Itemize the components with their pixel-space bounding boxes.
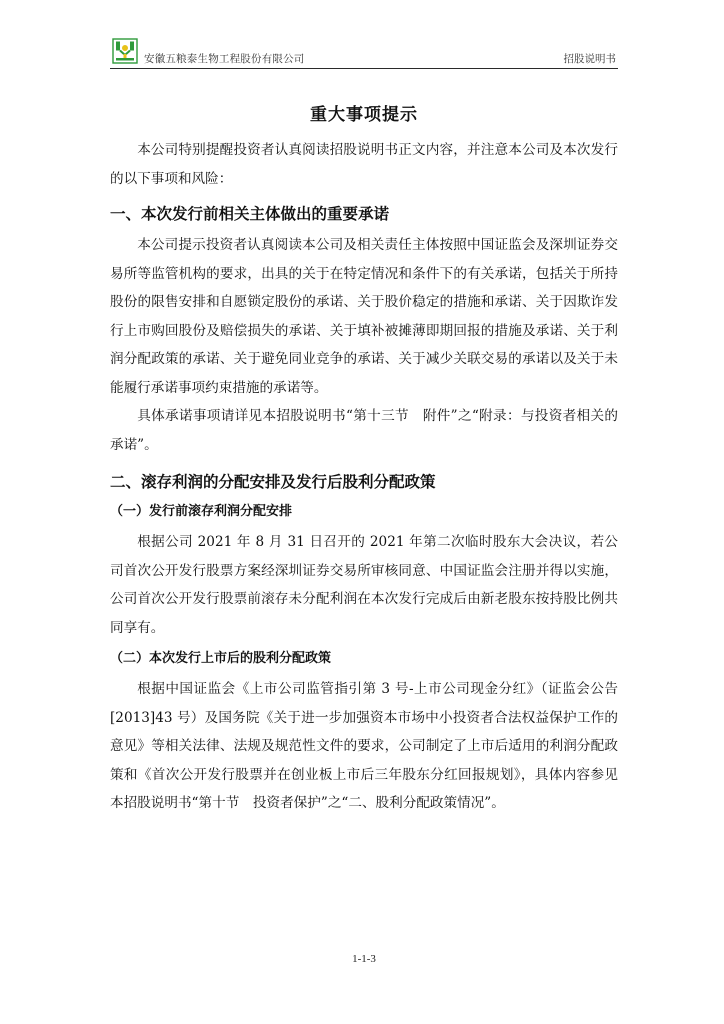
document-body	[110, 136, 618, 818]
document-type: 招股说明书	[563, 53, 616, 65]
company-logo-icon	[112, 38, 138, 64]
section-1-heading: 一、本次发行前相关主体做出的重要承诺	[110, 205, 390, 223]
section-1-paragraph-2: 具体承诺事项请详见本招股说明书“第十三节 附件”之“附录：与投资者相关的承诺”。	[110, 408, 618, 453]
section-1-paragraph-1: 本公司提示投资者认真阅读本公司及相关责任主体按照中国证监会及深圳证券交易所等监管机构的要求，出具的关于在特定情况和条件下的有关承诺，包括关于所持股份的限售安排和自愿锁定股份的承诺、关于股价稳定的措施和承诺、关于因欺诈发行上市购回股份及赔偿损失的承诺、关于填补被摊薄即期回报的措施及承诺、关于利润分配政策的承诺、关于避免同业竞争的承诺、关于减少关联交易的承诺以及关于未能履行承诺事项约束措施的承诺等。	[110, 237, 618, 396]
subsection-1-paragraph: 根据公司 2021 年 8 月 31 日召开的 2021 年第二次临时股东大会决议，若公司首次公开发行股票方案经深圳证券交易所审核同意、中国证监会注册并得以实施，公司首次公开发行股票前滚存未分配利润在本次发行完成后由新老股东按持股比例共同享有。	[110, 534, 618, 636]
subsection-2-paragraph: 根据中国证监会《上市公司监管指引第 3 号-上市公司现金分红》（证监会公告[2013]43 号）及国务院《关于进一步加强资本市场中小投资者合法权益保护工作的意见》等相关法律、法规及规范性文件的要求，公司制定了上市后适用的利润分配政策和《首次公开发行股票并在创业板上市后三年股东分红回报规划》，具体内容参见本招股说明书“第十节 投资者保护”之“二、股利分配政策情况”。	[110, 681, 618, 811]
page-title: 重大事项提示	[310, 105, 418, 125]
subsection-1-heading: （一）发行前滚存利润分配安排	[110, 504, 293, 519]
page-header	[110, 36, 618, 69]
page-number: 1-1-3	[352, 953, 376, 965]
company-name: 安徽五粮泰生物工程股份有限公司	[144, 53, 305, 65]
intro-paragraph: 本公司特别提醒投资者认真阅读招股说明书正文内容，并注意本公司及本次发行的以下事项和风险：	[110, 142, 618, 187]
subsection-2-heading: （二）本次发行上市后的股利分配政策	[110, 651, 332, 666]
section-2-heading: 二、滚存利润的分配安排及发行后股利分配政策	[110, 473, 436, 491]
